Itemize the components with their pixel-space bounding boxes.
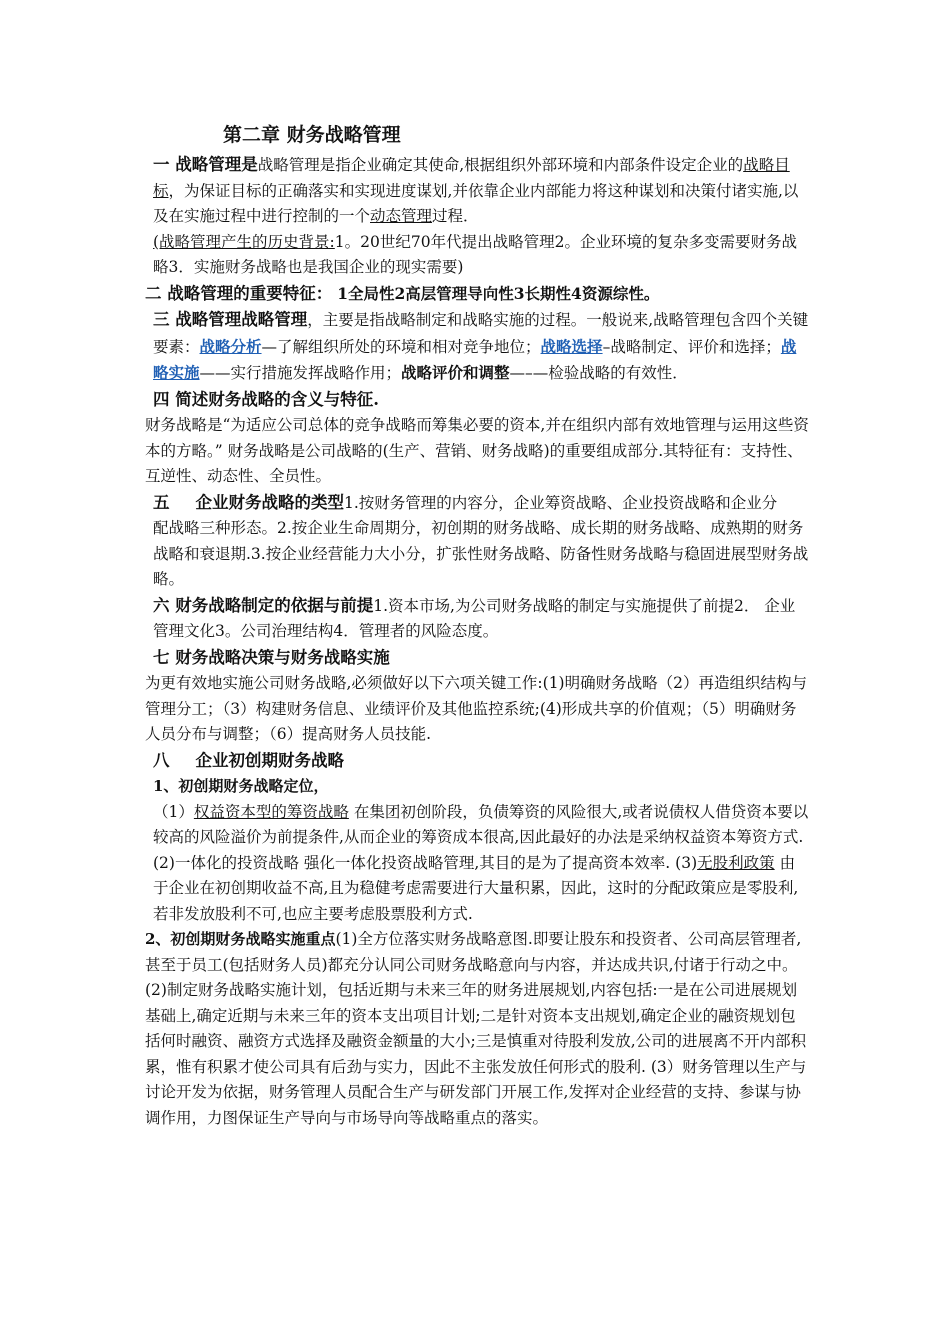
subsection-1-body: （1）权益资本型的筹资战略 在集团初创阶段，负债筹资的风险很大,或者说债权人借贷资本要以较高的风险溢价为前提条件,从而企业的筹资成本很高,因此最好的办法是采纳权益资本筹资方式. (2)一体化的投资战略 强化一体化投资战略管理,其目的是为了提高资本效率. (3)无股利政策 由于企业在初创期收益不高,且为稳健考虑需要进行大量积累，因此，这时的分配政策应是零股利,若非发放股利不可,也应主要考虑股票股利方式.: [153, 802, 809, 923]
section-1-heading: 一 战略管理是: [153, 155, 258, 174]
section-7-heading: 七 财务战略决策与财务战略实施: [153, 647, 390, 667]
section-2: 二 战略管理的重要特征： 1全局性2高层管理导向性3长期性4资源综性。: [145, 283, 660, 303]
link-strategy-analysis[interactable]: 战略分析: [199, 336, 262, 356]
section-7-body: 为更有效地实施公司财务战略,必须做好以下六项关键工作:(1)明确财务战略（2）再造组织结构与管理分工；（3）构建财务信息、业绩评价及其他监控系统;(4)形成共享的价值观；（5）明确财务人员分布与调整；（6）提高财务人员技能.: [145, 674, 807, 743]
subsection-1-heading: 1、初创期财务战略定位，: [153, 777, 329, 795]
subsection-2: 2、初创期财务战略实施重点(1)全方位落实财务战略意图.即要让股东和投资者、公司高层管理者,甚至于员工(包括财务人员)都充分认同公司财务战略意向与内容，并达成共识,付诸于行动之中。(2)制定财务战略实施计划，包括近期与未来三年的财务进展规划,内容包括:一是在公司进展规划基础上,确定近期与未来三年的资本支出项目计划;二是针对资本支出规划,确定企业的融资规划包括何时融资、融资方式选择及融资金额量的大小;三是慎重对待股利发放,公司的进展离不开内部积累，惟有积累才使公司具有后劲与实力，因此不主张发放任何形式的股利. (3）财务管理以生产与讨论开发为依据，财务管理人员配合生产与研发部门开展工作,发挥对企业经营的支持、参谋与协调作用，力图保证生产导向与市场导向等战略重点的落实。: [145, 930, 807, 1127]
section-1: 一 战略管理是战略管理是指企业确定其使命,根据组织外部环境和内部条件设定企业的战略目标，为保证目标的正确落实和实现进度谋划,并依靠企业内部能力将这种谋划和决策付诸实施,以及在实施过程中进行控制的一个动态管理过程．: [153, 155, 799, 225]
section-3: 三 战略管理战略管理，主要是指战略制定和战略实施的过程。一般说来,战略管理包含四个关键要素：战略分析—了解组织所处的环境和相对竞争地位；战略选择–战略制定、评价和选择；战略实施——实行措施发挥战略作用；战略评价和调整—–—检验战略的有效性．: [153, 310, 809, 382]
document-body: [145, 120, 810, 1131]
term-dynamic-management: 动态管理: [370, 207, 433, 225]
link-strategy-choice[interactable]: 战略选择: [540, 336, 603, 356]
section-3-heading: 三 战略管理战略管理: [153, 310, 308, 329]
section-1-background: (战略管理产生的历史背景:1。20世纪70年代提出战略管理2。企业环境的复杂多变需要财务战略3．实施财务战略也是我国企业的现实需要): [153, 232, 797, 276]
term-strategic-goal: 战略目标: [153, 156, 790, 200]
section-2-heading: 二 战略管理的重要特征：: [145, 283, 333, 303]
link-strategy-implementation[interactable]: 战略实施: [153, 336, 797, 382]
subsection-2-heading: 2、初创期财务战略实施重点: [145, 930, 336, 948]
section-5-heading: 企业财务战略的类型: [195, 492, 344, 512]
section-5: 五 企业财务战略的类型1.按财务管理的内容分，企业筹资战略、企业投资战略和企业分配战略三种形态。2.按企业生命周期分，初创期的财务战略、成长期的财务战略、成熟期的财务战略和衰退期.3.按企业经营能力大小分，扩张性财务战略、防备性财务战略与稳固进展型财务战略。: [153, 492, 809, 588]
section-6: 六 财务战略制定的依据与前提1.资本市场,为公司财务战略的制定与实施提供了前提2． 企业管理文化3。公司治理结构4．管理者的风险态度。: [153, 595, 796, 640]
section-4-heading: 四 简述财务战略的含义与特征.: [153, 389, 379, 409]
section-4-body: 财务战略是“为适应公司总体的竞争战略而筹集必要的资本,并在组织内部有效地管理与运用这些资本的方略。” 财务战略是公司战略的(生产、营销、财务战略)的重要组成部分.其特征有：支持性、互逆性、动态性、全员性。: [145, 416, 809, 485]
section-8-heading: 八 企业初创期财务战略: [153, 750, 344, 770]
chapter-title: 第二章 财务战略管理: [223, 124, 401, 146]
section-6-heading: 六 财务战略制定的依据与前提: [153, 595, 374, 615]
